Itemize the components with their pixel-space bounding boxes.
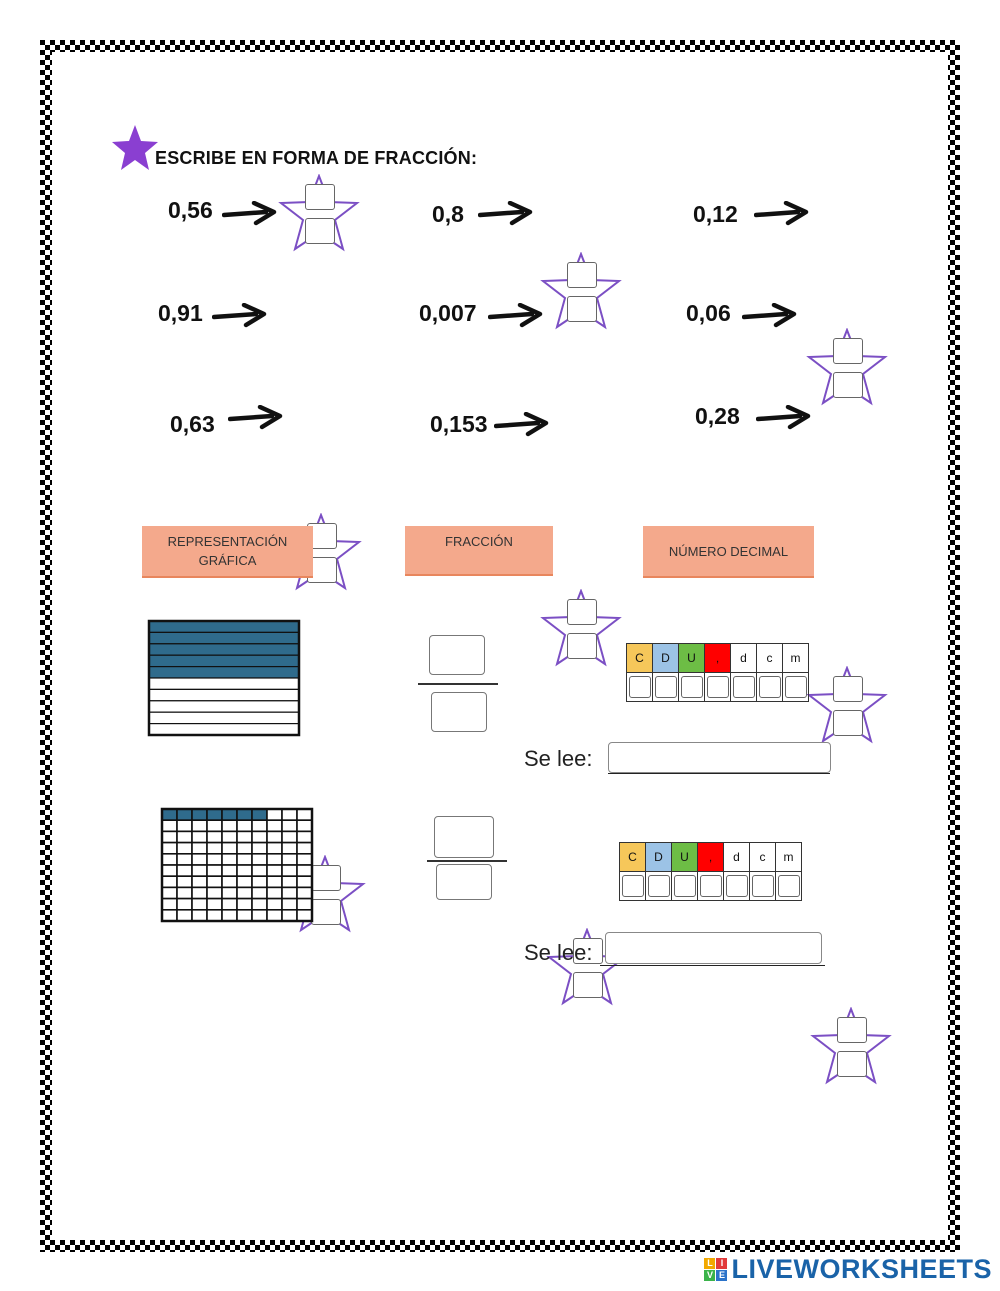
grid-cell (267, 910, 282, 921)
fraction-2-numerator[interactable] (434, 816, 494, 858)
grid-cell (282, 843, 297, 854)
grid-cell (177, 809, 192, 820)
grid-cell (282, 887, 297, 898)
grid-cell (207, 910, 222, 921)
grid-cell (297, 809, 312, 820)
place-value-header: d (724, 843, 750, 872)
fraction-1-numerator[interactable] (429, 635, 485, 675)
place-value-header: , (705, 644, 731, 673)
grid-cell (207, 865, 222, 876)
grid-cell (237, 899, 252, 910)
fraction-2-bar (427, 860, 507, 862)
grid-cell (222, 887, 237, 898)
grid-cell (237, 809, 252, 820)
star-numerator-input[interactable] (833, 676, 863, 702)
grid-cell (297, 899, 312, 910)
se-lee-input-2[interactable] (605, 932, 822, 964)
grid-cell (192, 831, 207, 842)
place-value-header: D (646, 843, 672, 872)
representation-strip (149, 621, 299, 632)
place-value-input[interactable] (726, 875, 748, 897)
place-value-table-2 (619, 842, 802, 901)
grid-cell (207, 843, 222, 854)
grid-cell (207, 820, 222, 831)
grid-cell (267, 887, 282, 898)
grid-cell (267, 876, 282, 887)
place-value-cell (627, 673, 653, 702)
grid-cell (207, 887, 222, 898)
place-value-cell (646, 872, 672, 901)
decimal-value: 0,12 (693, 201, 738, 227)
grid-cell (297, 876, 312, 887)
se-lee-line-2 (600, 965, 825, 966)
place-value-input[interactable] (707, 676, 729, 698)
grid-cell (252, 854, 267, 865)
grid-cell (237, 854, 252, 865)
se-lee-label-2: Se lee: (524, 940, 593, 965)
place-value-input[interactable] (629, 676, 651, 698)
representation-strip (149, 655, 299, 666)
place-value-cell (672, 872, 698, 901)
star-numerator-input[interactable] (311, 865, 341, 891)
arrow-right-icon (222, 201, 278, 227)
place-value-input[interactable] (700, 875, 722, 897)
place-value-cell (757, 673, 783, 702)
grid-cell (237, 887, 252, 898)
grid-cell (282, 899, 297, 910)
grid-cell (192, 887, 207, 898)
grid-cell (162, 887, 177, 898)
grid-cell (177, 831, 192, 842)
grid-cell (267, 831, 282, 842)
grid-cell (192, 854, 207, 865)
decimal-value: 0,28 (695, 403, 740, 429)
place-value-header: U (679, 644, 705, 673)
representation-strip (149, 712, 299, 723)
representation-strip (149, 667, 299, 678)
header-fraccion: FRACCIÓN (405, 526, 553, 576)
representation-strip (149, 701, 299, 712)
representation-rows (147, 619, 301, 737)
grid-cell (177, 865, 192, 876)
grid-cell (282, 831, 297, 842)
place-value-cell (776, 872, 802, 901)
grid-cell (282, 865, 297, 876)
star-denominator-input[interactable] (567, 633, 597, 659)
decimal-value: 0,63 (170, 411, 215, 437)
fraction-1-denominator[interactable] (431, 692, 487, 732)
place-value-cell (750, 872, 776, 901)
grid-cell (297, 887, 312, 898)
header-numero-decimal: NÚMERO DECIMAL (643, 526, 814, 578)
place-value-header: C (620, 843, 646, 872)
grid-cell (207, 831, 222, 842)
star-denominator-input[interactable] (573, 972, 603, 998)
star-denominator-input[interactable] (311, 899, 341, 925)
place-value-header: U (672, 843, 698, 872)
grid-cell (297, 820, 312, 831)
grid-cell (207, 809, 222, 820)
grid-cell (222, 876, 237, 887)
place-value-cell (724, 872, 750, 901)
liveworksheets-brand (704, 1254, 992, 1285)
header-representacion: REPRESENTACIÓN GRÁFICA (142, 526, 313, 578)
grid-cell (222, 809, 237, 820)
place-value-input[interactable] (681, 676, 703, 698)
star-numerator-input[interactable] (837, 1017, 867, 1043)
grid-cell (252, 843, 267, 854)
grid-cell (297, 854, 312, 865)
fraction-1-bar (418, 683, 498, 685)
place-value-header: m (783, 644, 809, 673)
grid-cell (252, 820, 267, 831)
fraction-2-denominator[interactable] (436, 864, 492, 900)
grid-cell (177, 899, 192, 910)
star-answer (810, 1007, 892, 1085)
arrow-right-icon (494, 412, 550, 438)
grid-cell (297, 865, 312, 876)
arrow-right-icon (754, 201, 810, 227)
grid-cell (267, 820, 282, 831)
grid-cell (162, 820, 177, 831)
grid-cell (237, 843, 252, 854)
representation-strip (149, 724, 299, 735)
grid-cell (282, 876, 297, 887)
grid-cell (177, 854, 192, 865)
grid-cell (222, 899, 237, 910)
star-denominator-input[interactable] (833, 372, 863, 398)
grid-cell (207, 876, 222, 887)
grid-cell (297, 843, 312, 854)
grid-cell (237, 831, 252, 842)
grid-cell (192, 843, 207, 854)
grid-cell (297, 910, 312, 921)
grid-cell (252, 899, 267, 910)
star-denominator-input[interactable] (567, 296, 597, 322)
grid-cell (237, 910, 252, 921)
grid-cell (222, 910, 237, 921)
place-value-cell (620, 872, 646, 901)
representation-strip (149, 678, 299, 689)
se-lee-input-1[interactable] (608, 742, 831, 773)
grid-cell (162, 876, 177, 887)
grid-cell (162, 831, 177, 842)
liveworksheets-logo-icon: L I V E (704, 1258, 727, 1281)
grid-cell (222, 843, 237, 854)
decimal-value: 0,91 (158, 300, 203, 326)
grid-cell (237, 876, 252, 887)
place-value-header: , (698, 843, 724, 872)
grid-cell (162, 899, 177, 910)
place-value-cell (731, 673, 757, 702)
grid-cell (237, 820, 252, 831)
grid-cell (252, 910, 267, 921)
decimal-value: 0,8 (432, 201, 464, 227)
purple-star-icon (110, 123, 160, 173)
grid-cell (267, 843, 282, 854)
star-answer (278, 174, 360, 252)
decimal-value: 0,56 (168, 197, 213, 223)
representation-strip (149, 644, 299, 655)
grid-cell (162, 910, 177, 921)
grid-cell (177, 910, 192, 921)
arrow-right-icon (228, 405, 284, 431)
decimal-value: 0,153 (430, 411, 488, 437)
place-value-header: D (653, 644, 679, 673)
star-numerator-input[interactable] (833, 338, 863, 364)
grid-cell (282, 820, 297, 831)
grid-cell (207, 854, 222, 865)
exercise-title: ESCRIBE EN FORMA DE FRACCIÓN: (155, 148, 478, 168)
place-value-input[interactable] (785, 676, 807, 698)
place-value-cell (783, 673, 809, 702)
star-denominator-input[interactable] (305, 218, 335, 244)
star-numerator-input[interactable] (305, 184, 335, 210)
grid-cell (162, 843, 177, 854)
grid-cell (192, 876, 207, 887)
grid-cell (252, 887, 267, 898)
grid-cell (252, 865, 267, 876)
place-value-input[interactable] (622, 875, 644, 897)
grid-cell (267, 899, 282, 910)
grid-cell (162, 854, 177, 865)
place-value-cell (698, 872, 724, 901)
place-value-input[interactable] (648, 875, 670, 897)
grid-cell (297, 831, 312, 842)
grid-cell (192, 899, 207, 910)
grid-cell (252, 876, 267, 887)
representation-grid (160, 807, 314, 923)
place-value-input[interactable] (752, 875, 774, 897)
place-value-header: c (757, 644, 783, 673)
grid-cell (282, 809, 297, 820)
se-lee-label-1: Se lee: (524, 746, 593, 771)
representation-strip (149, 689, 299, 700)
grid-cell (267, 865, 282, 876)
grid-cell (222, 854, 237, 865)
star-denominator-input[interactable] (837, 1051, 867, 1077)
place-value-header: d (731, 644, 757, 673)
place-value-header: c (750, 843, 776, 872)
star-denominator-input[interactable] (833, 710, 863, 736)
arrow-right-icon (742, 303, 798, 329)
decimal-value: 0,007 (419, 300, 477, 326)
grid-cell (192, 820, 207, 831)
place-value-cell (705, 673, 731, 702)
grid-cell (222, 831, 237, 842)
place-value-header: m (776, 843, 802, 872)
place-value-table-1 (626, 643, 809, 702)
star-numerator-input[interactable] (567, 599, 597, 625)
star-answer (540, 589, 622, 667)
arrow-right-icon (212, 303, 268, 329)
grid-cell (222, 865, 237, 876)
grid-cell (282, 854, 297, 865)
place-value-header: C (627, 644, 653, 673)
decimal-value: 0,06 (686, 300, 731, 326)
grid-cell (222, 820, 237, 831)
grid-cell (207, 899, 222, 910)
grid-cell (252, 809, 267, 820)
grid-cell (267, 854, 282, 865)
place-value-input[interactable] (733, 676, 755, 698)
grid-cell (252, 831, 267, 842)
star-answer (806, 666, 888, 744)
brand-name: LIVEWORKSHEETS (731, 1254, 992, 1284)
grid-cell (177, 820, 192, 831)
grid-cell (177, 887, 192, 898)
star-numerator-input[interactable] (567, 262, 597, 288)
grid-cell (177, 843, 192, 854)
grid-cell (192, 910, 207, 921)
place-value-cell (679, 673, 705, 702)
grid-cell (177, 876, 192, 887)
place-value-cell (653, 673, 679, 702)
arrow-right-icon (478, 201, 534, 227)
se-lee-line-1 (608, 773, 830, 774)
place-value-input[interactable] (674, 875, 696, 897)
grid-cell (192, 865, 207, 876)
arrow-right-icon (756, 405, 812, 431)
grid-cell (162, 865, 177, 876)
grid-cell (267, 809, 282, 820)
place-value-input[interactable] (759, 676, 781, 698)
place-value-input[interactable] (655, 676, 677, 698)
star-answer (806, 328, 888, 406)
grid-cell (237, 865, 252, 876)
star-answer (540, 252, 622, 330)
representation-strip (149, 632, 299, 643)
grid-cell (192, 809, 207, 820)
place-value-input[interactable] (778, 875, 800, 897)
grid-cell (282, 910, 297, 921)
arrow-right-icon (488, 303, 544, 329)
grid-cell (162, 809, 177, 820)
